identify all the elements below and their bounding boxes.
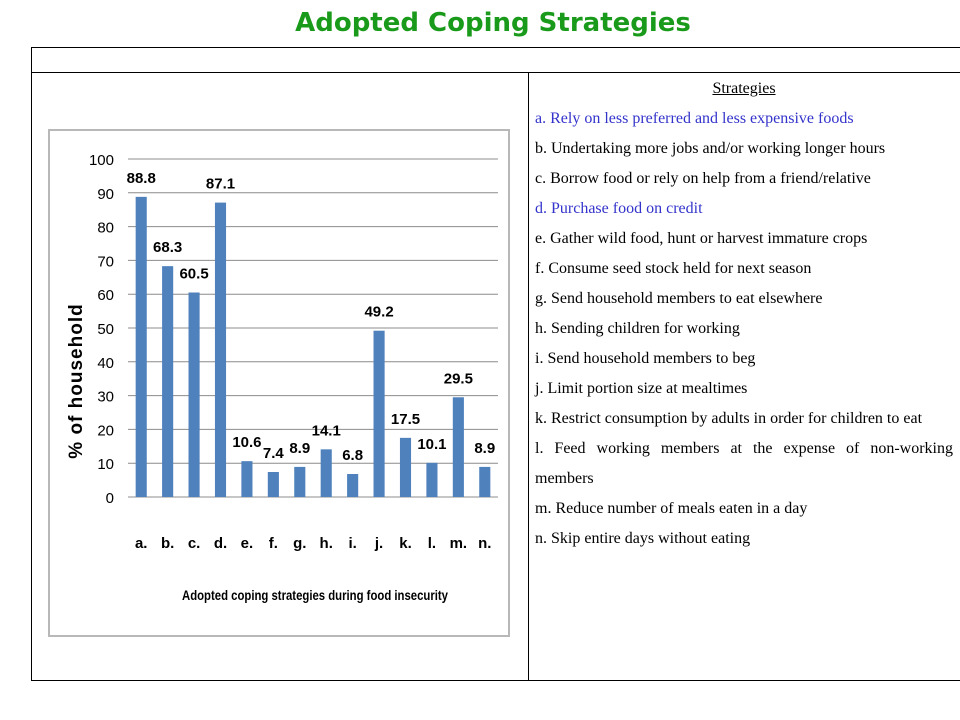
- x-tick-label: k.: [399, 535, 412, 552]
- bar-n: [479, 467, 490, 497]
- y-tick-label: 0: [105, 490, 114, 507]
- bar-b: [162, 266, 173, 497]
- y-tick-label: 60: [97, 287, 114, 305]
- y-tick-label: 70: [97, 253, 114, 271]
- chart-frame: [48, 129, 510, 637]
- y-tick-label: 10: [97, 456, 114, 474]
- strategy-item: a. Rely on less preferred and less expensive foods: [535, 110, 854, 127]
- x-tick-label: f.: [268, 535, 278, 552]
- data-label: 88.8: [126, 169, 156, 187]
- strategy-item: g. Send household members to eat elsewhere: [535, 290, 823, 307]
- column-divider: [528, 72, 529, 680]
- x-tick-label: m.: [449, 535, 468, 552]
- x-tick-label: e.: [240, 535, 254, 552]
- bar-l: [426, 463, 437, 497]
- strategy-item: k. Restrict consumption by adults in order for children to eat: [535, 410, 923, 427]
- x-tick-label: c.: [187, 535, 201, 552]
- bar-g: [294, 467, 305, 497]
- x-tick-label: n.: [478, 535, 492, 552]
- bar-chart: [50, 131, 508, 635]
- strategy-item: m. Reduce number of meals eaten in a day: [535, 500, 808, 517]
- x-tick-label: l.: [427, 535, 437, 552]
- strategies-panel: [535, 78, 953, 554]
- strategy-item: j. Limit portion size at mealtimes: [535, 380, 748, 397]
- bar-f: [268, 472, 279, 497]
- y-tick-label: 90: [97, 185, 114, 203]
- x-tick-label: b.: [160, 535, 175, 552]
- bar-c: [189, 293, 200, 497]
- x-tick-label: j.: [374, 535, 384, 552]
- strategy-item: l. Feed working members at the expense of non-working members: [535, 440, 953, 487]
- strategy-item: f. Consume seed stock held for next season: [535, 260, 812, 277]
- data-label: 6.8: [342, 447, 364, 465]
- y-tick-label: 80: [97, 219, 114, 237]
- bar-m: [453, 397, 464, 497]
- bar-i: [347, 474, 358, 497]
- x-tick-label: h.: [319, 535, 333, 552]
- data-label: 10.6: [232, 434, 262, 452]
- y-tick-labels: [89, 152, 114, 507]
- data-label: 60.5: [179, 265, 209, 283]
- y-axis-title: % of household: [66, 303, 87, 459]
- data-label: 29.5: [443, 370, 473, 388]
- table-header-row: [32, 48, 960, 73]
- x-tick-labels: [135, 535, 492, 552]
- y-tick-label: 50: [97, 321, 114, 338]
- data-label: 49.2: [364, 303, 394, 321]
- strategy-item: c. Borrow food or rely on help from a friend/relative: [535, 170, 871, 187]
- data-label: 17.5: [390, 410, 421, 428]
- data-labels: [127, 170, 496, 464]
- bar-h: [321, 449, 332, 497]
- page-title: Adopted Coping Strategies: [295, 8, 691, 38]
- data-label: 14.1: [311, 422, 341, 440]
- data-label: 8.9: [289, 439, 311, 457]
- x-tick-label: g.: [293, 535, 307, 552]
- x-tick-label: a.: [134, 535, 148, 552]
- strategy-item: d. Purchase food on credit: [535, 200, 703, 217]
- strategies-heading: Strategies: [712, 80, 776, 97]
- strategy-item: i. Send household members to beg: [535, 350, 756, 367]
- bar-k: [400, 438, 411, 497]
- data-label: 7.4: [262, 444, 284, 462]
- y-tick-label: 20: [97, 422, 114, 440]
- y-tick-label: 30: [97, 388, 114, 406]
- x-axis-title: Adopted coping strategies during food insecurity: [182, 587, 449, 603]
- bar-e: [241, 461, 252, 497]
- data-label: 10.1: [417, 435, 447, 453]
- x-tick-label: i.: [348, 535, 357, 552]
- data-label: 8.9: [474, 439, 496, 457]
- data-label: 68.3: [153, 239, 183, 257]
- strategy-item: h. Sending children for working: [535, 320, 740, 337]
- y-tick-label: 100: [88, 152, 114, 169]
- bar-a: [136, 197, 147, 497]
- data-label: 87.1: [205, 175, 236, 193]
- bar-j: [374, 331, 385, 497]
- strategies-list: [535, 104, 953, 554]
- strategy-item: e. Gather wild food, hunt or harvest immature crops: [535, 230, 868, 247]
- y-tick-label: 40: [97, 354, 114, 372]
- strategy-item: b. Undertaking more jobs and/or working longer hours: [535, 140, 886, 157]
- x-tick-label: d.: [213, 535, 228, 552]
- strategy-item: n. Skip entire days without eating: [535, 530, 751, 547]
- bar-d: [215, 203, 226, 497]
